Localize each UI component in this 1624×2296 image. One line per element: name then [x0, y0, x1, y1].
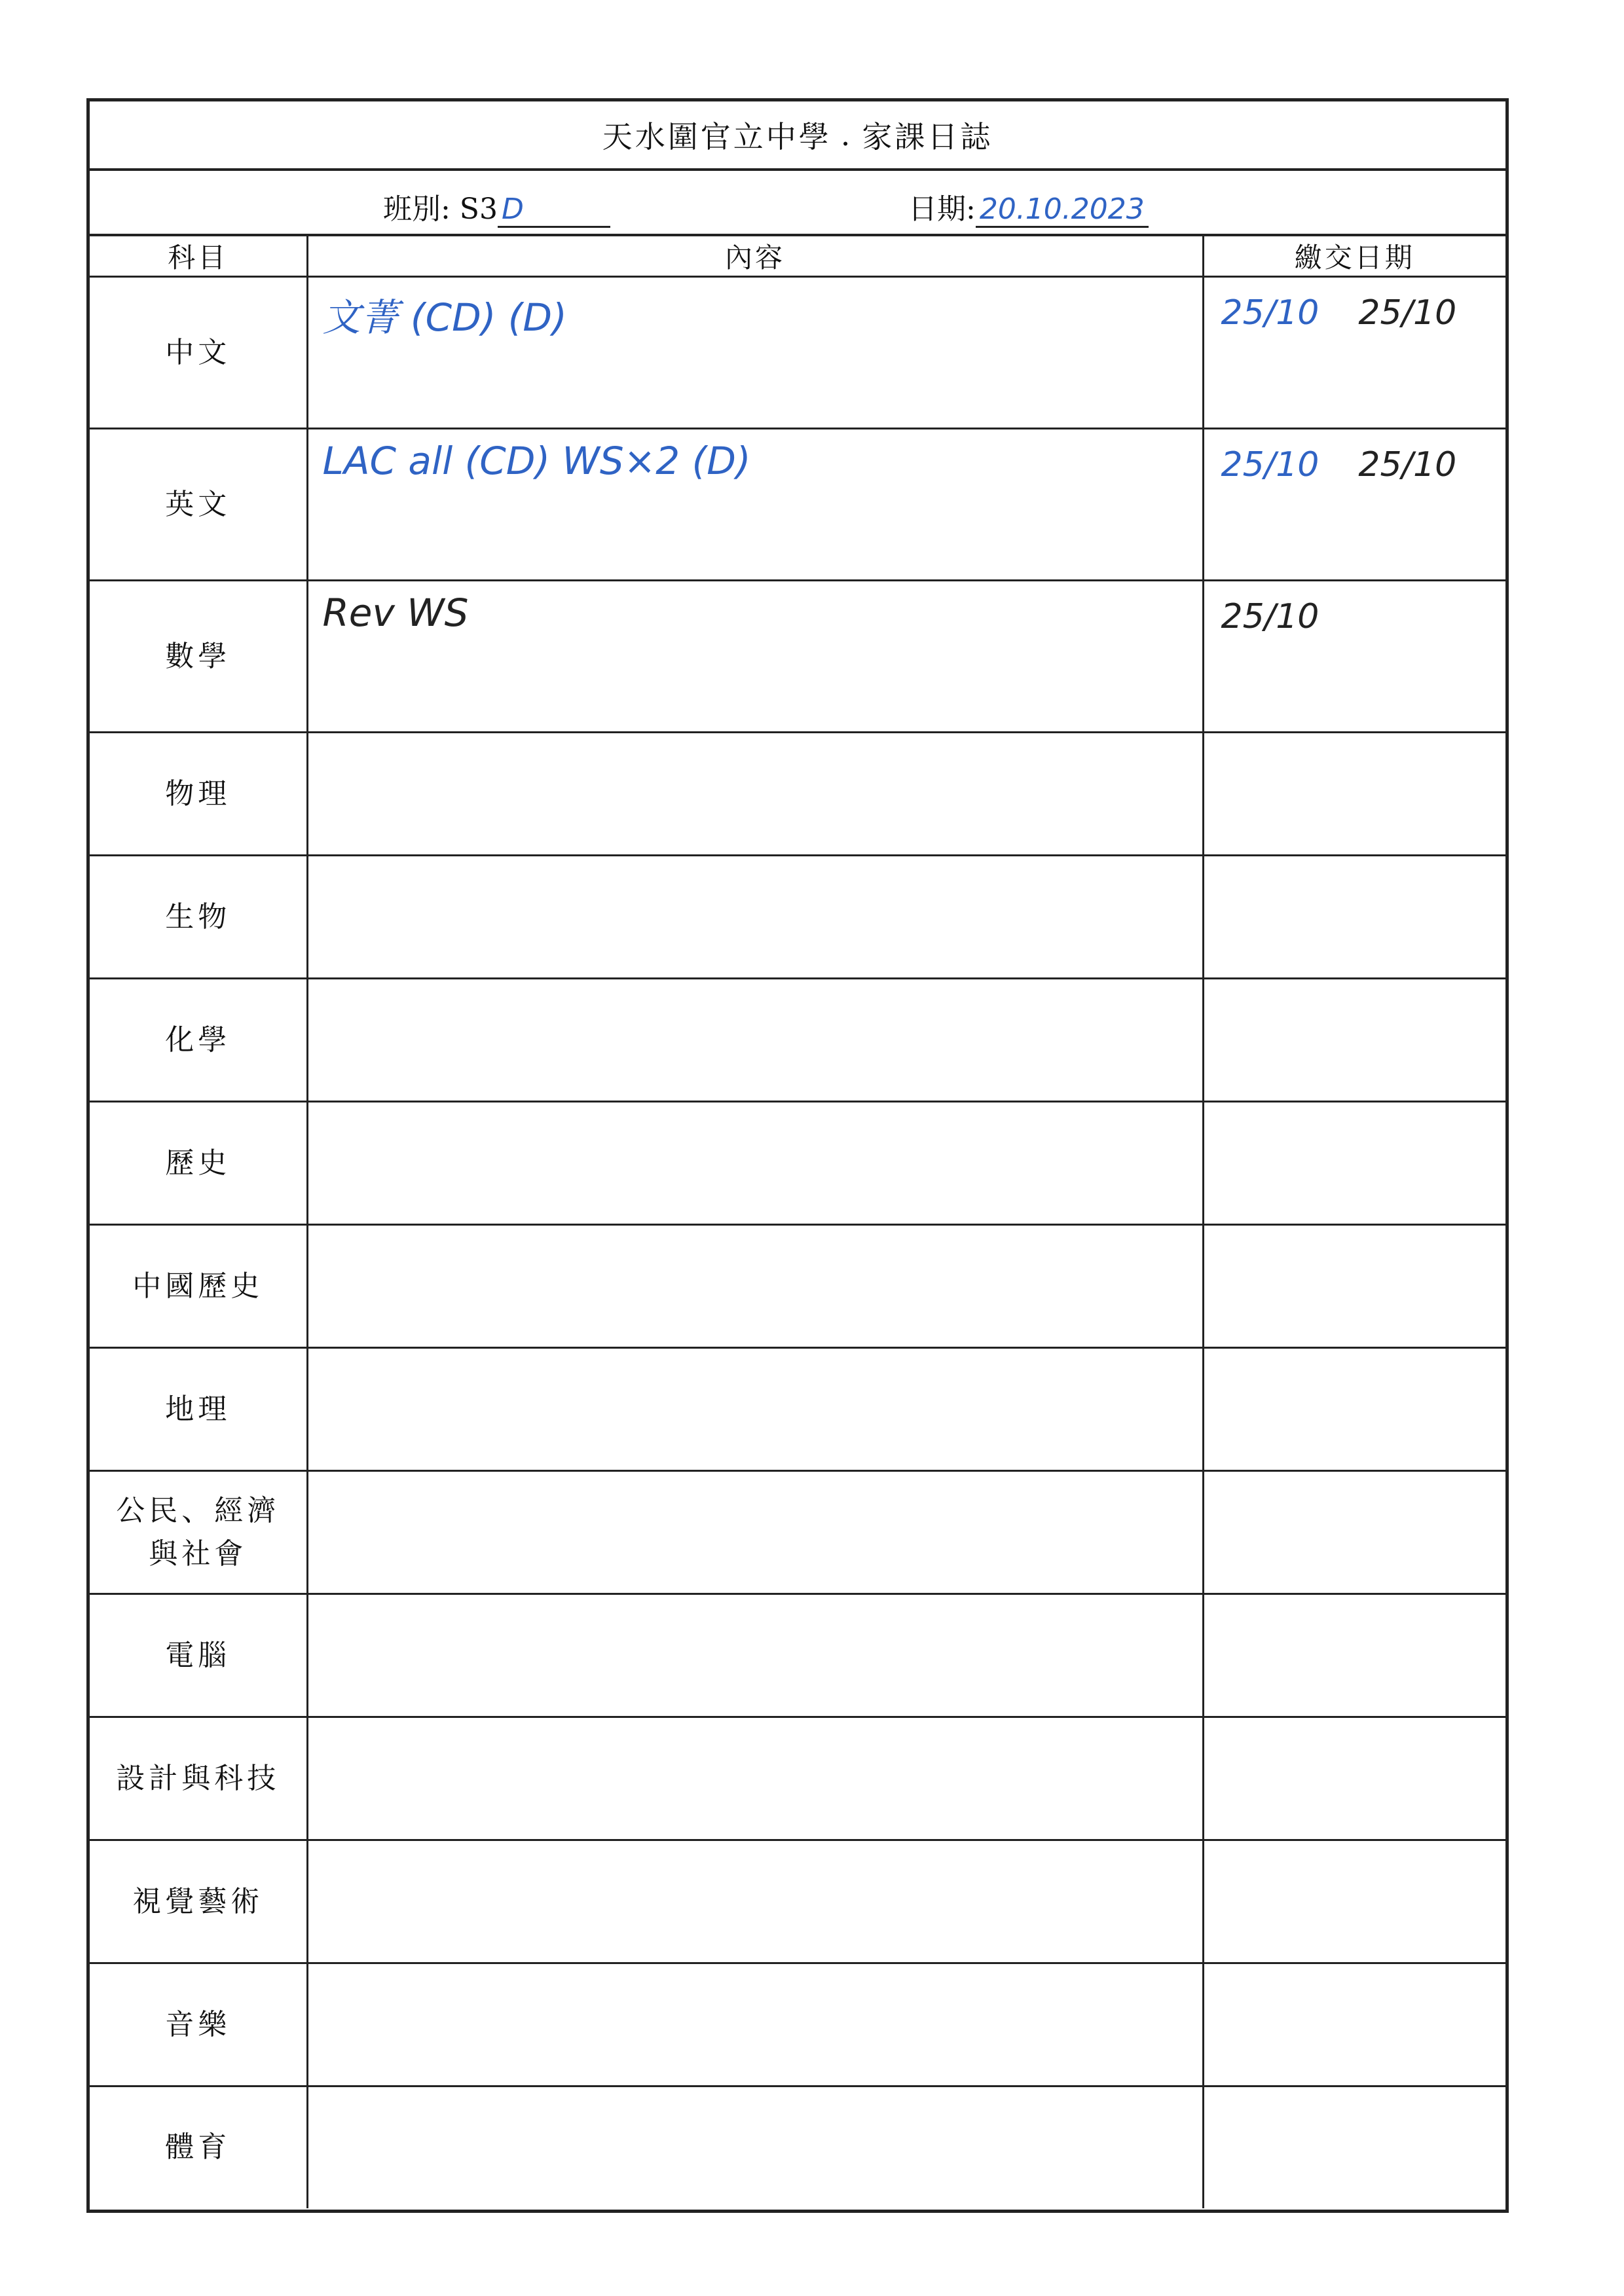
subject-cell: 中國歷史 [90, 1225, 307, 1348]
due-cell[interactable] [1203, 277, 1505, 429]
class-field [383, 185, 610, 228]
content-text: Rev WS [322, 591, 469, 635]
log-title: 家課日誌 [862, 119, 993, 155]
table-row [90, 733, 1505, 856]
content-cell[interactable] [307, 979, 1203, 1102]
subject-cell: 設計與科技 [90, 1717, 307, 1840]
class-value: D [501, 192, 524, 226]
date-label: 日期: [908, 192, 976, 226]
due-date-1: 25/10 [1221, 597, 1320, 636]
content-cell[interactable] [307, 1594, 1203, 1717]
subject-cell: 英文 [90, 429, 307, 581]
table-row [90, 2086, 1505, 2208]
homework-log-sheet [86, 98, 1509, 2213]
content-text: LAC all (CD) WS×2 (D) [322, 439, 751, 483]
table-row [90, 979, 1505, 1102]
due-cell[interactable] [1203, 1471, 1505, 1594]
subject-cell [90, 1471, 307, 1594]
subject-column-header: 科目 [90, 236, 307, 277]
content-cell[interactable] [307, 581, 1203, 733]
due-cell[interactable] [1203, 2086, 1505, 2208]
due-cell[interactable] [1203, 979, 1505, 1102]
table-row [90, 1471, 1505, 1594]
due-cell[interactable] [1203, 429, 1505, 581]
due-cell[interactable] [1203, 1717, 1505, 1840]
table-row [90, 1963, 1505, 2086]
due-cell[interactable] [1203, 1225, 1505, 1348]
content-cell[interactable] [307, 1963, 1203, 2086]
due-date-1: 25/10 [1221, 445, 1320, 484]
content-cell[interactable] [307, 1102, 1203, 1225]
table-row [90, 277, 1505, 429]
due-cell[interactable] [1203, 733, 1505, 856]
table-row [90, 1840, 1505, 1963]
due-cell[interactable] [1203, 856, 1505, 979]
subject-cell: 中文 [90, 277, 307, 429]
subject-cell: 體育 [90, 2086, 307, 2208]
content-cell[interactable] [307, 2086, 1203, 2208]
table-row [90, 1348, 1505, 1471]
subject-cell: 地理 [90, 1348, 307, 1471]
content-cell[interactable] [307, 733, 1203, 856]
due-cell[interactable] [1203, 1840, 1505, 1963]
table-header-row [90, 236, 1505, 277]
table-row [90, 1102, 1505, 1225]
due-cell[interactable] [1203, 1963, 1505, 2086]
due-date-2: 25/10 [1358, 293, 1457, 333]
homework-table [90, 236, 1505, 2208]
content-cell[interactable] [307, 856, 1203, 979]
subject-cell: 數學 [90, 581, 307, 733]
subject-cell: 生物 [90, 856, 307, 979]
content-cell[interactable] [307, 1471, 1203, 1594]
table-row [90, 581, 1505, 733]
table-row [90, 1717, 1505, 1840]
subject-cell: 電腦 [90, 1594, 307, 1717]
table-row [90, 1225, 1505, 1348]
due-cell[interactable] [1203, 1594, 1505, 1717]
subject-cell: 歷史 [90, 1102, 307, 1225]
content-column-header: 內容 [307, 236, 1203, 277]
due-column-header: 繳交日期 [1203, 236, 1505, 277]
content-cell[interactable] [307, 1348, 1203, 1471]
table-row [90, 1594, 1505, 1717]
date-blank [976, 192, 1149, 228]
content-cell[interactable] [307, 1840, 1203, 1963]
subject-text: 公民、經濟與社會 [116, 1493, 280, 1571]
due-date-2: 25/10 [1358, 445, 1457, 484]
info-row [90, 171, 1505, 236]
content-cell[interactable] [307, 1717, 1203, 1840]
date-field [908, 185, 1149, 228]
due-date-1: 25/10 [1221, 293, 1320, 333]
content-cell[interactable] [307, 1225, 1203, 1348]
due-cell[interactable] [1203, 1102, 1505, 1225]
class-blank [498, 192, 610, 228]
subject-cell: 化學 [90, 979, 307, 1102]
title-separator: . [840, 117, 853, 153]
due-cell[interactable] [1203, 1348, 1505, 1471]
school-name: 天水圍官立中學 [602, 119, 832, 155]
content-cell[interactable] [307, 277, 1203, 429]
content-text: 文菁 (CD) (D) [322, 295, 567, 340]
content-cell[interactable] [307, 429, 1203, 581]
table-row [90, 429, 1505, 581]
class-label: 班別: S3 [383, 192, 498, 226]
table-row [90, 856, 1505, 979]
subject-cell: 視覺藝術 [90, 1840, 307, 1963]
title-row [90, 101, 1505, 171]
date-value: 20.10.2023 [979, 192, 1145, 226]
subject-cell: 物理 [90, 733, 307, 856]
due-cell[interactable] [1203, 581, 1505, 733]
subject-cell: 音樂 [90, 1963, 307, 2086]
